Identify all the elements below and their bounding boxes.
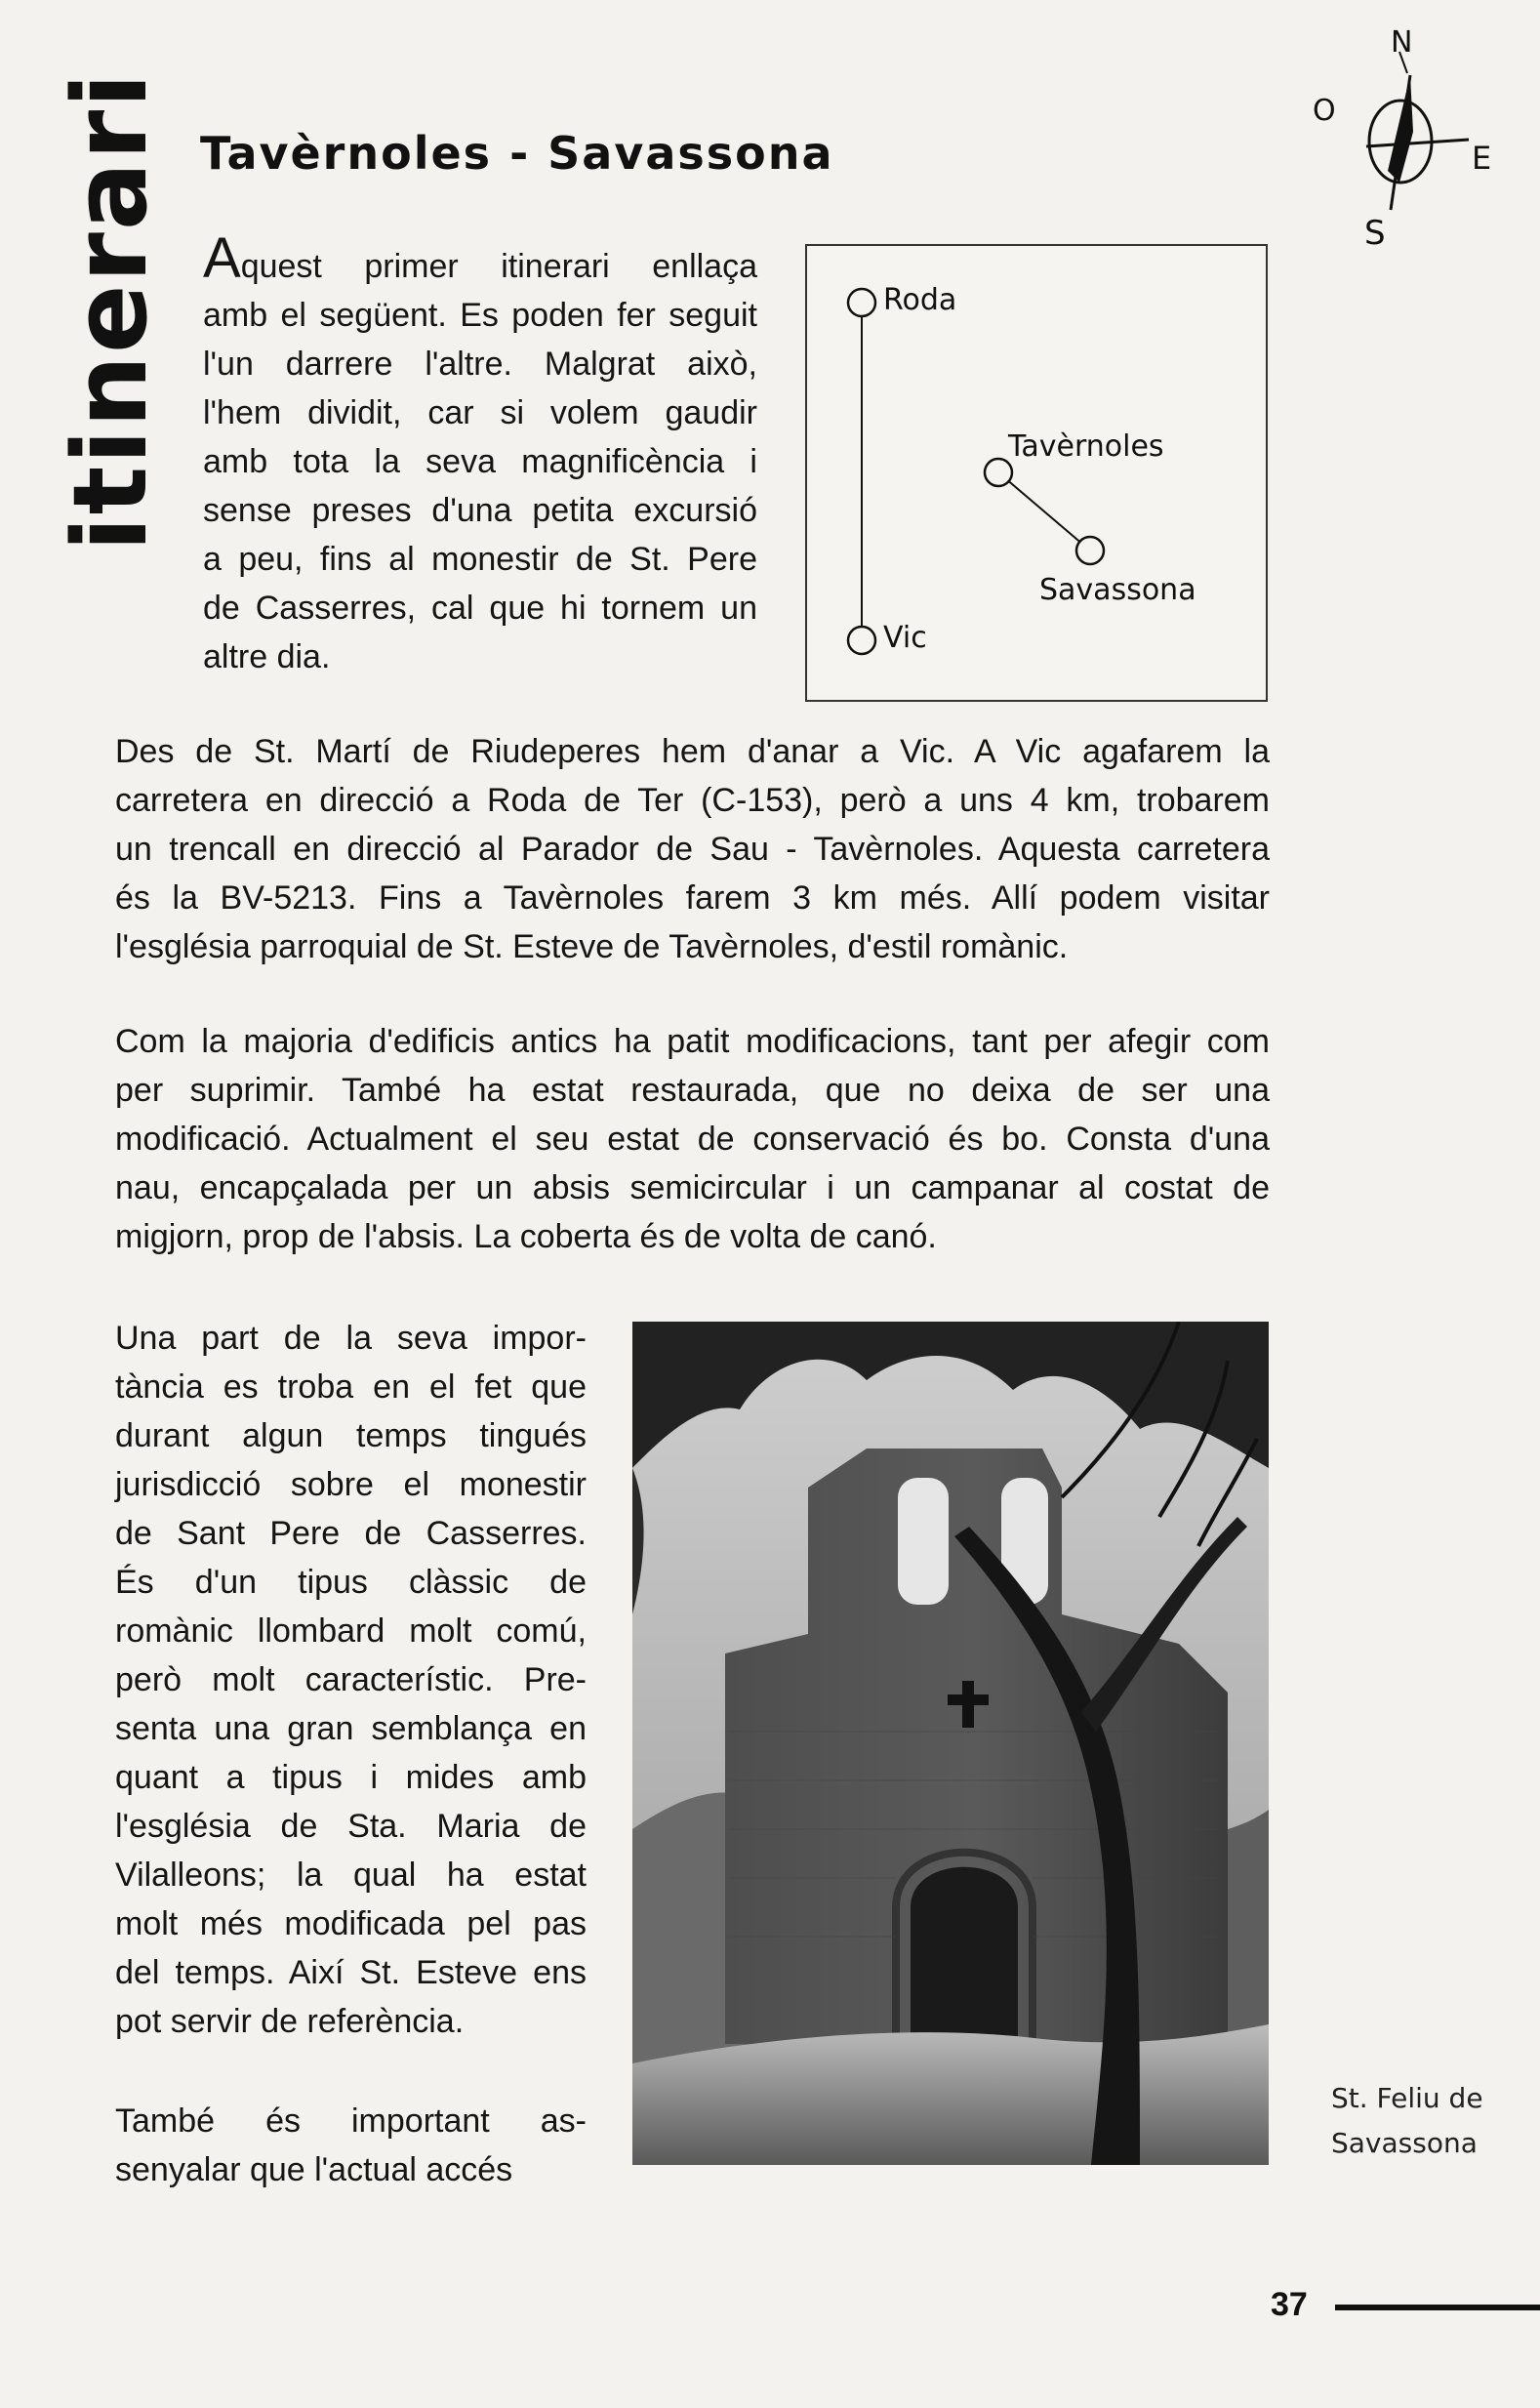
stop-label-vic: Vic <box>883 621 927 655</box>
text-line: modificació. Actualment el seu estat de conservació és bo. Consta d'una <box>115 1121 1270 1158</box>
paragraph-importance <box>115 1314 587 2046</box>
text-line: Una part de la seva impor- <box>115 1320 587 1357</box>
text-line: romànic llombard molt comú, <box>115 1612 587 1650</box>
drop-cap: A <box>203 226 241 290</box>
text-line: és la BV-5213. Fins a Tavèrnoles farem 3 km més. Allí podem visitar <box>115 879 1270 917</box>
intro-line: Aquest primer itinerari enllaça <box>203 226 757 290</box>
text-line: per suprimir. També ha estat restaurada, que no deixa de ser una <box>115 1072 1270 1109</box>
text-line: quant a tipus i mides amb <box>115 1759 587 1796</box>
text-line: un trencall en direcció al Parador de Sau - Tavèrnoles. Aquesta carretera <box>115 831 1270 868</box>
paragraph-description <box>115 1017 1270 1261</box>
route-map-lines <box>807 246 1266 700</box>
church-photo <box>632 1322 1269 2165</box>
intro-line: l'un darrere l'altre. Malgrat això, <box>203 346 757 383</box>
intro-line: de Casserres, cal que hi tornem un <box>203 590 757 627</box>
section-label: itinerari <box>51 71 170 551</box>
compass-north: N <box>1391 25 1413 60</box>
text-line: molt més modificada pel pas <box>115 1905 587 1942</box>
compass-west: O <box>1313 94 1336 128</box>
text-line: carretera en direcció a Roda de Ter (C-153), però a uns 4 km, trobarem <box>115 782 1270 819</box>
text-line: Des de St. Martí de Riudeperes hem d'anar a Vic. A Vic agafarem la <box>115 733 1270 770</box>
compass-east: E <box>1472 140 1492 177</box>
text-line: tància es troba en el fet que <box>115 1368 587 1406</box>
intro-line: amb el següent. Es poden fer seguit <box>203 297 757 334</box>
footer-rule <box>1335 2305 1540 2310</box>
compass-icon <box>1298 24 1513 249</box>
caption-line: St. Feliu de <box>1331 2082 1483 2114</box>
page-title: Tavèrnoles - Savassona <box>200 127 834 180</box>
text-line: l'església de Sta. Maria de <box>115 1808 587 1845</box>
text-line: però molt característic. Pre- <box>115 1661 587 1698</box>
text-line: durant algun temps tingués <box>115 1417 587 1454</box>
intro-line: sense preses d'una petita excursió <box>203 492 757 529</box>
text-line: Vilalleons; la qual ha estat <box>115 1857 587 1894</box>
intro-line: amb tota la seva magnificència i <box>203 443 757 480</box>
text-line: senyalar que l'actual accés <box>115 2151 513 2188</box>
stop-label-roda: Roda <box>883 283 957 317</box>
paragraph-access <box>115 2097 587 2194</box>
route-map <box>805 244 1268 702</box>
intro-paragraph <box>203 226 757 681</box>
text-line: l'església parroquial de St. Esteve de Tavèrnoles, d'estil romànic. <box>115 928 1069 965</box>
text-line: Com la majoria d'edificis antics ha patit modificacions, tant per afegir com <box>115 1023 1270 1060</box>
text-line: jurisdicció sobre el monestir <box>115 1466 587 1503</box>
stop-marker-vic <box>848 627 875 654</box>
text-line: migjorn, prop de l'absis. La coberta és de volta de canó. <box>115 1218 937 1255</box>
stop-label-tavernoles: Tavèrnoles <box>1008 429 1164 464</box>
text-line: pot servir de referència. <box>115 2003 465 2040</box>
text-line: nau, encapçalada per un absis semicircular i un campanar al costat de <box>115 1169 1270 1206</box>
page-number: 37 <box>1271 2286 1308 2323</box>
text-line: És d'un tipus clàssic de <box>115 1564 587 1601</box>
stop-marker-roda <box>848 289 875 316</box>
text-line: També és important as- <box>115 2102 587 2140</box>
text-line: senta una gran semblança en <box>115 1710 587 1747</box>
text-line: del temps. Així St. Esteve ens <box>115 1954 587 1991</box>
compass-rose <box>1298 24 1513 249</box>
caption-line: Savassona <box>1331 2127 1478 2159</box>
stop-label-savassona: Savassona <box>1039 573 1196 607</box>
photo-caption <box>1331 2076 1526 2166</box>
intro-line: l'hem dividit, car si volem gaudir <box>203 394 757 431</box>
stop-marker-savassona <box>1076 537 1104 564</box>
text-line: de Sant Pere de Casserres. <box>115 1515 587 1552</box>
paragraph-directions <box>115 727 1270 971</box>
intro-line: a peu, fins al monestir de St. Pere <box>203 541 757 578</box>
intro-line: altre dia. <box>203 638 331 675</box>
compass-south: S <box>1364 214 1386 249</box>
